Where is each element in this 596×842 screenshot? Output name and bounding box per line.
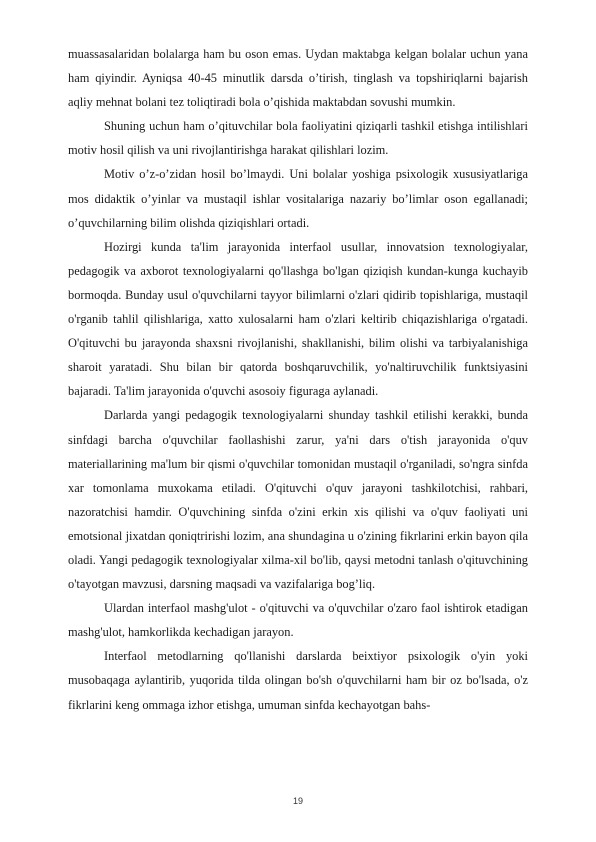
paragraph-2: Shuning uchun ham o’qituvchilar bola faoliyatini qiziqarli tashkil etishga intilishlari motiv hosil qilish va uni rivojlantirishga harakat qilishlari lozim. (68, 119, 528, 158)
paragraph-4: Hozirgi kunda ta'lim jarayonida interfaol usullar, innovatsion texnologiyalar, pedagogik va axborot texnologiyalarni qo'llashga bo'lgan qiziqish kundan-kunga kuchayib bormoqda. Bunday usul o'quvchilarni tayyor bilimlarni o'zlari qidirib topishlariga, mustaqil o'rganib tahlil qilishlariga, xatto xulosalarni ham o'zlari keltirib chiqazishlariga o'rgatadi. O'qituvchi bu jarayonda shaxsni rivojlanishi, shakllanishi, bilim olishi va tarbiyalanishiga sharoit yaratadi. Shu bilan bir qatorda boshqaruvchilik, yo'naltiruvchilik funktsiyasini bajaradi. Ta'lim jarayonida o'quvchi asosoiy figuraga aylanadi. (68, 239, 528, 399)
document-page (68, 42, 528, 717)
paragraph-6: Ulardan interfaol mashg'ulot - o'qituvchi va o'quvchilar o'zaro faol ishtirok etadigan mashg'ulot, hamkorlikda kechadigan jarayon. (68, 601, 528, 640)
paragraph-5: Darlarda yangi pedagogik texnologiyalarni shunday tashkil etilishi kerakki, bunda sinfdagi barcha o'quvchilar faollashishi zarur, ya'ni dars o'tish jarayonida o'quv materiallarining ma'lum bir qismi o'quvchilar tomonidan mustaqil o'rganiladi, so'ngra sinfda xar tomonlama muxokama etiladi. O'qituvchi o'quv jarayoni tashkilotchisi, rahbari, nazoratchisi hamdir. O'quvchining sinfda o'zini erkin xis qilishi va o'quv faoliyati uni emotsional jixatdan qoniqtririshi lozim, ana shundagina u o'zining fikrlarini erkin bayon qila oladi. Yangi pedagogik texnologiyalar xilma-xil bo'lib, qaysi metodni tanlash o'qituvchining o'tayotgan mavzusi, darsning maqsadi va vazifalariga bog’liq. (68, 408, 528, 592)
paragraph-1: muassasalaridan bolalarga ham bu oson emas. Uydan maktabga kelgan bolalar uchun yana ham qiyindir. Ayniqsa 40-45 minutlik darsda o’tirish, tinglash va topshiriqlarni bajarish aqliy mehnat bolani tez toliqtiradi bola o’qishida maktabdan sovushi mumkin. (68, 47, 528, 110)
paragraph-7: Interfaol metodlarning qo'llanishi darslarda beixtiyor psixologik o'yin yoki musobaqaga aylantirib, yuqorida tilda olingan bo'sh o'quvchilarni ham bir oz bo'lsada, o'z fikrlarini keng ommaga izhor etishga, umuman sinfda kechayotgan bahs- (68, 649, 528, 712)
page-number: 19 (292, 796, 303, 806)
paragraph-3: Motiv o’z-o’zidan hosil bo’lmaydi. Uni bolalar yoshiga psixologik xususiyatlariga mos didaktik o’yinlar va mustaqil ishlar vositalariga nazariy bo’limlar oson egallanadi; o’quvchilarning bilim olishda qiziqishlari ortadi. (68, 167, 528, 230)
